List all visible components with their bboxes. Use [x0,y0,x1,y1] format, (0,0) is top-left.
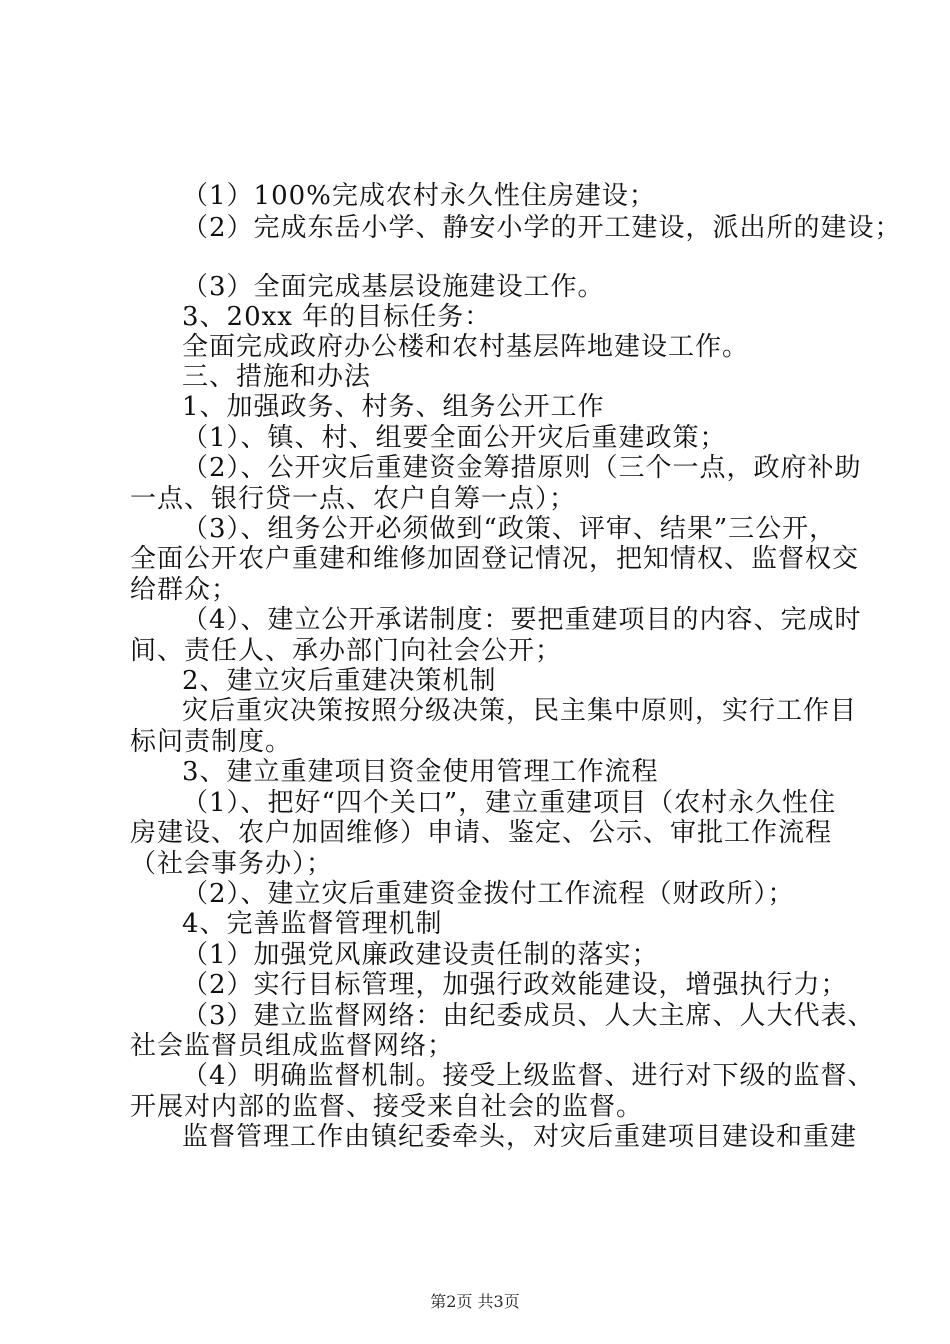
body-line: 3、20xx 年的目标任务： [182,302,492,332]
body-line: （社会事务办）； [130,849,334,879]
body-line: 社会监督员组成监督网络； [130,1031,455,1061]
page-footer: 第2页 共3页 [430,1292,520,1311]
body-line: （3）建立监督网络：由纪委成员、人大主席、人大代表、 [182,1001,875,1031]
body-line: （4）明确监督机制。接受上级监督、进行对下级的监督、 [182,1061,875,1091]
body-line: （2）实行目标管理，加强行政效能建设，增强执行力； [182,970,848,1000]
body-line: 一点、银行贷一点、农户自筹一点）； [130,484,577,514]
body-line: 间、责任人、承办部门向社会公开； [130,636,563,666]
subsection-heading: 2、建立灾后重建决策机制 [182,666,497,696]
subsection-heading: 4、完善监督管理机制 [182,909,443,939]
body-line: 灾后重灾决策按照分级决策，民主集中原则，实行工作目 [182,696,858,726]
body-line: （3）全面完成基层设施建设工作。 [182,272,605,302]
body-line: 监督管理工作由镇纪委牵头，对灾后重建项目建设和重建 [182,1122,858,1152]
body-line: （1）100%完成农村永久性住房建设； [182,181,656,211]
body-line: （1）、把好“四个关口”，建立重建项目（农村永久性住 [182,788,837,818]
section-heading: 三、措施和办法 [182,362,372,392]
body-line: 全面完成政府办公楼和农村基层阵地建设工作。 [182,332,750,362]
body-line: （4）、建立公开承诺制度：要把重建项目的内容、完成时 [182,605,862,635]
body-line: （2）、建立灾后重建资金拨付工作流程（财政所）； [182,879,795,909]
body-line: 开展对内部的监督、接受来自社会的监督。 [130,1092,644,1122]
body-line: （2）、公开灾后重建资金筹措原则（三个一点，政府补助 [182,453,862,483]
body-line: 全面公开农户重建和维修加固登记情况，把知情权、监督权交 [130,544,860,574]
body-line: （2）完成东岳小学、静安小学的开工建设，派出所的建设； [182,213,902,243]
body-line: （1）加强党风廉政建设责任制的落实； [182,940,659,970]
body-line: 给群众； [130,575,239,605]
body-line: （1）、镇、村、组要全面公开灾后重建政策； [182,423,727,453]
body-line: 房建设、农户加固维修）申请、鉴定、公示、审批工作流程 [130,818,833,848]
body-line: （3）、组务公开必须做到“政策、评审、结果”三公开， [182,514,837,544]
body-line: 标问责制度。 [130,727,293,757]
subsection-heading: 3、建立重建项目资金使用管理工作流程 [182,757,659,787]
subsection-heading: 1、加强政务、村务、组务公开工作 [182,392,605,422]
